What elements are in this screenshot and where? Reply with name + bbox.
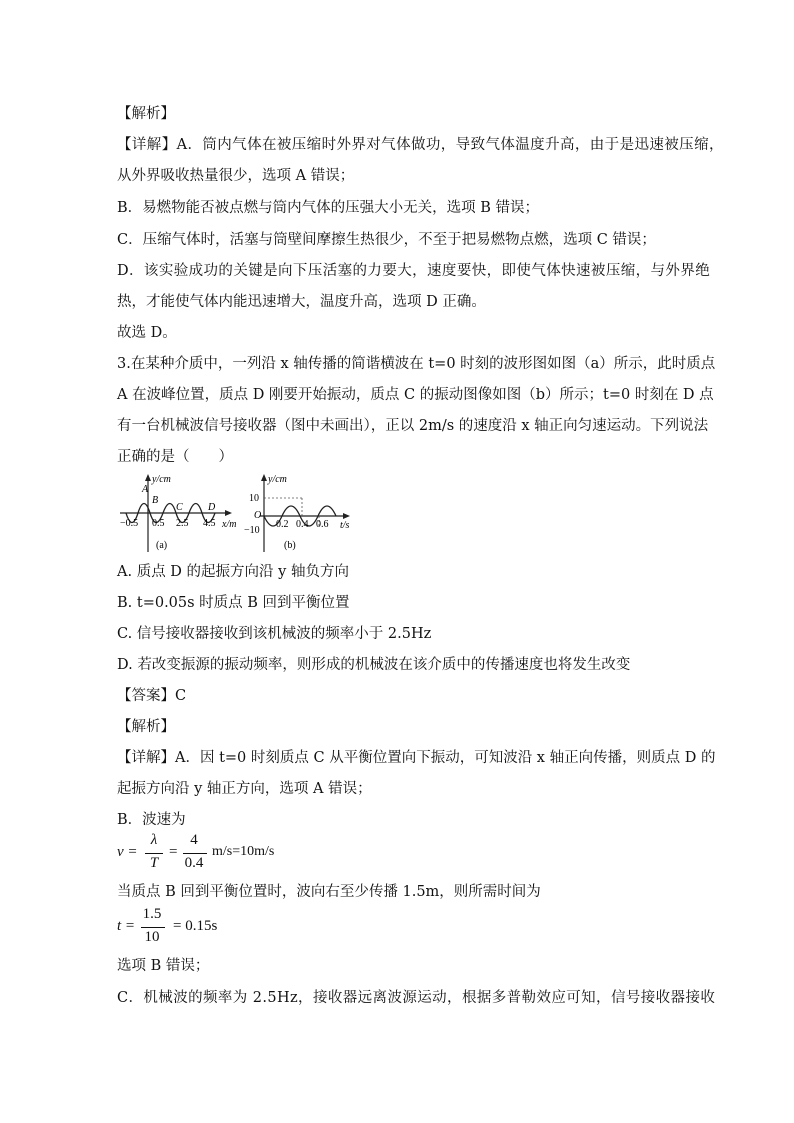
fig-b-origin: O xyxy=(254,510,262,521)
eq1-den2: 0.4 xyxy=(184,855,204,871)
fig-b-ytick: −10 xyxy=(244,525,260,536)
text-line: C．压缩气体时，活塞与筒壁间摩擦生热很少，不至于把易燃物点燃，选项 C 错误； xyxy=(117,232,656,248)
eq2-rhs: = 0.15s xyxy=(173,918,218,934)
eq1-rhs: m/s=10m/s xyxy=(212,844,275,859)
figure-b-vibration-graph xyxy=(244,470,364,556)
option-d: D. 若改变振源的振动频率，则形成的机械波在该介质中的传播速度也将发生改变 xyxy=(117,657,631,673)
option-b: B. t=0.05s 时质点 B 回到平衡位置 xyxy=(117,595,350,611)
fig-a-ylabel: y/cm xyxy=(152,474,171,485)
fig-a-tick: 0.5 xyxy=(152,518,165,529)
text-line: 热，才能使气体内能迅速增大，温度升高，选项 D 正确。 xyxy=(117,294,486,310)
question-text: 正确的是（ ） xyxy=(117,449,233,465)
text-line: 故选 D。 xyxy=(117,325,177,341)
detail-text: 选项 B 错误； xyxy=(117,958,210,974)
fig-a-tick: 2.5 xyxy=(176,518,189,529)
fig-b-xtick: 0.6 xyxy=(316,519,329,530)
fig-b-xlabel: t/s xyxy=(340,520,350,531)
eq2-den: 10 xyxy=(144,929,160,945)
answer-line: 【答案】C xyxy=(117,688,187,704)
fig-a-tick: −0.5 xyxy=(120,518,139,529)
detail-text: C．机械波的频率为 2.5Hz，接收器远离波源运动，根据多普勒效应可知，信号接收器接收 xyxy=(117,990,716,1006)
fig-a-xlabel: x/m xyxy=(222,519,237,530)
fig-a-tick: 4.5 xyxy=(203,518,216,529)
question-text: 有一台机械波信号接收器（图中未画出），正以 2m/s 的速度沿 x 轴正向匀速运动。下列说法 xyxy=(117,418,709,434)
text-line: 【详解】A．筒内气体在被压缩时外界对气体做功，导致气体温度升高，由于是迅速被压缩， xyxy=(117,137,724,153)
question-text: 3.在某种介质中，一列沿 x 轴传播的简谐横波在 t=0 时刻的波形图如图（a）所示，此时质点 xyxy=(117,356,716,372)
detail-text: 当质点 B 回到平衡位置时，波向右至少传播 1.5m，则所需时间为 xyxy=(117,884,541,900)
option-c: C. 信号接收器接收到该机械波的频率小于 2.5Hz xyxy=(117,626,432,642)
equation-time xyxy=(117,906,277,952)
detail-text: 起振方向沿 y 轴正方向，选项 A 错误； xyxy=(117,781,372,797)
eq1-den1: T xyxy=(149,855,159,871)
fig-b-xtick: 0.2 xyxy=(276,519,289,530)
fig-b-xtick: 0.4 xyxy=(296,519,309,530)
fig-a-point-b: B xyxy=(152,495,159,506)
analysis-heading: 【解析】 xyxy=(117,719,175,735)
eq1-num2: 4 xyxy=(190,832,198,848)
fig-a-point-d: D xyxy=(208,502,216,513)
eq1-num1: λ xyxy=(150,832,158,848)
analysis-heading: 【解析】 xyxy=(117,106,175,122)
fig-a-point-c: C xyxy=(176,502,183,513)
equation-wave-speed: v = λ T = 4 0.4 m/s=10m/s xyxy=(117,832,275,871)
eq2-num: 1.5 xyxy=(142,906,162,922)
detail-text: 【详解】A．因 t=0 时刻质点 C 从平衡位置向下振动，可知波沿 x 轴正向传播，则质点 D 的 xyxy=(117,750,716,766)
fig-b-caption: (b) xyxy=(284,540,296,551)
eq1-lhs: v = xyxy=(117,844,138,860)
text-line: B．易燃物能否被点燃与筒内气体的压强大小无关，选项 B 错误； xyxy=(117,200,540,216)
question-text: A 在波峰位置，质点 D 刚要开始振动，质点 C 的振动图像如图（b）所示；t=0 时刻在 D 点 xyxy=(117,387,714,403)
fig-a-caption: (a) xyxy=(156,540,168,551)
fig-a-point-a: A xyxy=(142,484,149,495)
fig-b-ylabel: y/cm xyxy=(268,474,287,485)
fig-b-ytick: 10 xyxy=(249,493,259,504)
eq2-lhs: t = xyxy=(117,918,136,934)
figure-a-wave-graph xyxy=(118,470,243,556)
detail-text: B．波速为 xyxy=(117,812,186,828)
text-line: 从外界吸收热量很少，选项 A 错误； xyxy=(117,168,355,184)
option-a: A. 质点 D 的起振方向沿 y 轴负方向 xyxy=(117,564,349,580)
text-line: D．该实验成功的关键是向下压活塞的力要大，速度要快，即使气体快速被压缩，与外界绝 xyxy=(117,263,711,279)
